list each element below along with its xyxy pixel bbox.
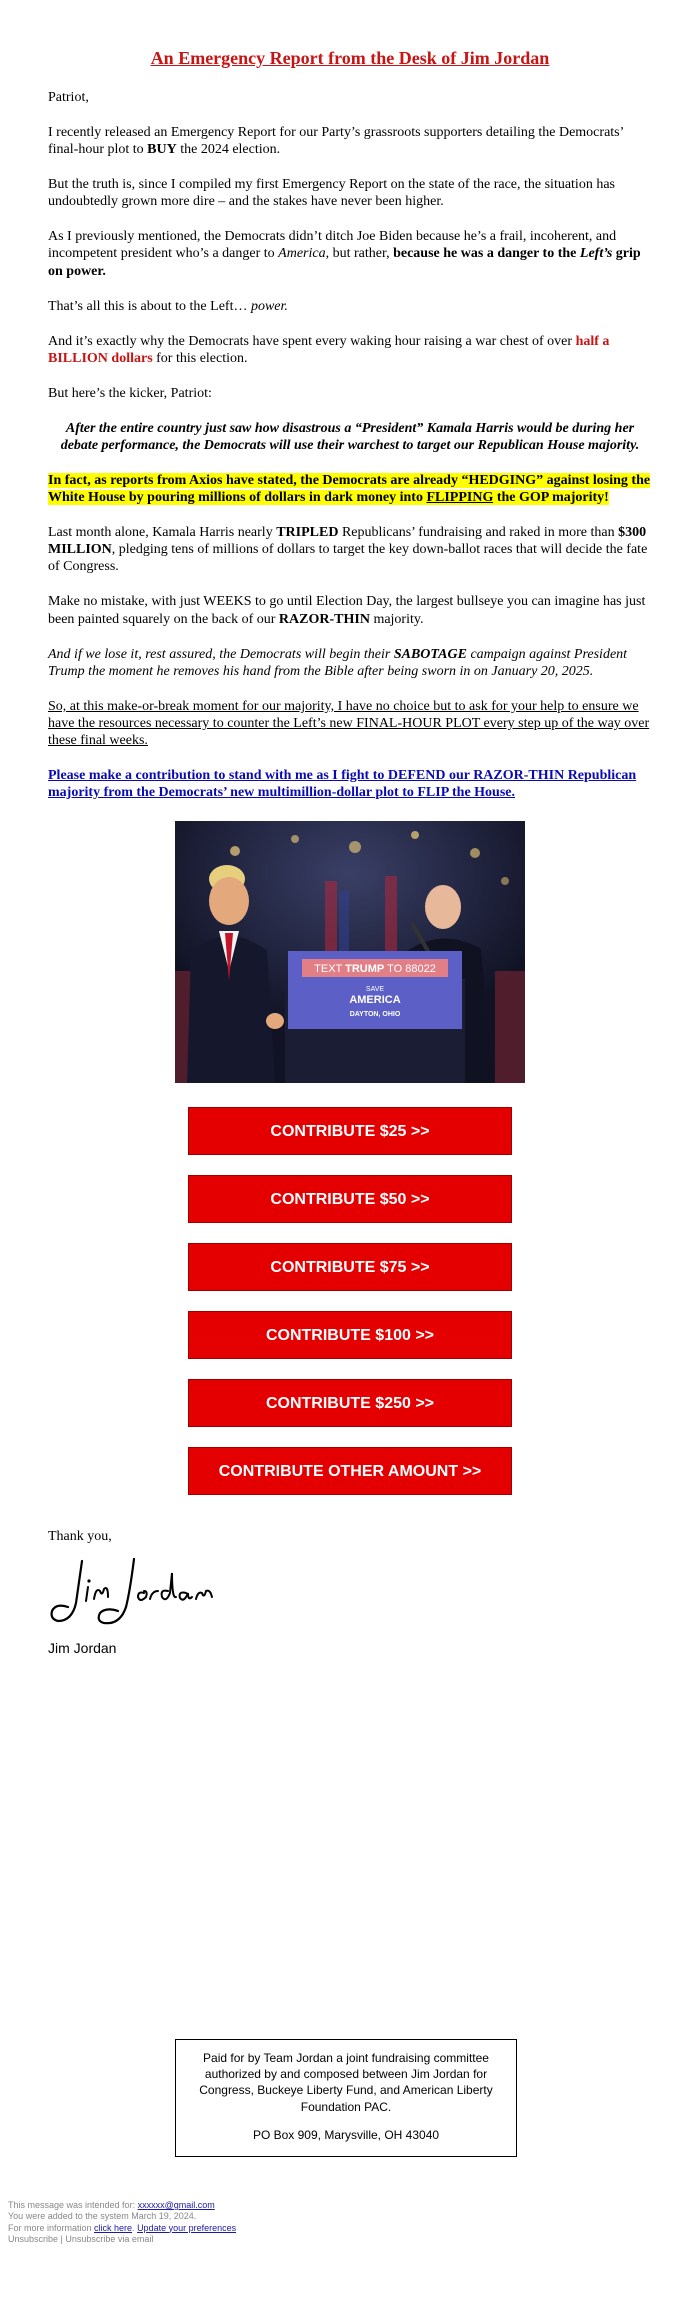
paragraph-11 <box>48 646 652 680</box>
text-highlight: In fact, as reports from Axios have stated, the Democrats are already “HEDGING” against losing the White House by pouring millions of dollars in dark money into <box>48 473 651 506</box>
paragraph-3 <box>48 228 652 279</box>
sign-america: AMERICA <box>349 994 401 1007</box>
unsubscribe-link[interactable]: Unsubscribe <box>8 2233 59 2244</box>
text: campaign against President Trump the moment he removes his hand from the Bible after being sworn in on January 20, 2025. <box>48 646 628 679</box>
text-bold: RAZOR-THIN <box>278 611 370 627</box>
paragraph-7-quote: After the entire country just saw how disastrous a “President” Kamala Harris would be during her debate performance, the Democrats will use their warchest to target our Republican House majority. <box>60 420 640 454</box>
footer-separator: | <box>58 2233 66 2244</box>
contribute-100-button[interactable]: CONTRIBUTE $100 >> <box>188 1311 512 1359</box>
signature <box>48 1551 652 1634</box>
footer-unsubscribe-line <box>8 2234 236 2245</box>
footer-intended-line <box>8 2200 236 2211</box>
text-bold: BUY <box>147 142 177 158</box>
text: grip on power. <box>48 246 641 279</box>
contribute-buttons <box>48 1107 652 1495</box>
signature-image <box>48 1551 218 1629</box>
paragraph-1 <box>48 124 652 158</box>
paragraph-link <box>48 767 652 801</box>
footer-added-line: You were added to the system March 19, 2024. <box>8 2211 197 2222</box>
sign-location: DAYTON, OHIO <box>349 1011 401 1019</box>
text-bold: $300 MILLION <box>48 525 647 558</box>
text: Make no mistake, with just WEEKS to go until Election Day, the largest bullseye you can imagine has just been painted squarely on the back of our <box>48 594 646 627</box>
greeting: Patriot, <box>48 90 89 105</box>
closing-thanks: Thank you, <box>48 1529 112 1545</box>
unsubscribe-email-link[interactable]: Unsubscribe via email <box>65 2233 154 2244</box>
paragraph-5 <box>48 333 652 367</box>
text: Last month alone, Kamala Harris nearly <box>48 525 277 541</box>
paid-for-disclaimer <box>175 2039 517 2157</box>
contribute-other-button[interactable]: CONTRIBUTE OTHER AMOUNT >> <box>188 1447 512 1495</box>
text-italic: America <box>278 246 326 262</box>
email-body <box>48 48 652 1656</box>
sign-text-line: TEXT TRUMP TO 88022 <box>314 963 436 976</box>
footer-more-info-line <box>8 2223 236 2234</box>
text: And if we lose it, rest assured, the Democrats will begin their <box>48 646 394 662</box>
text: for this election. <box>152 350 248 366</box>
text: That’s all this is about to the Left… <box>48 298 251 314</box>
text-highlight: the GOP majority! <box>493 490 609 506</box>
paragraph-6: But here’s the kicker, Patriot: <box>48 385 212 401</box>
click-here-link[interactable]: click here <box>94 2222 133 2233</box>
text-italic: Left’s <box>579 246 613 262</box>
contribute-75-button[interactable]: CONTRIBUTE $75 >> <box>188 1243 512 1291</box>
signer-name: Jim Jordan <box>48 1640 117 1657</box>
email-footer <box>8 2200 236 2245</box>
text-italic: power. <box>250 298 288 314</box>
paragraph-9 <box>48 524 652 575</box>
footer-text: This message was intended for: <box>8 2200 138 2210</box>
page-title: An Emergency Report from the Desk of Jim Jordan <box>150 48 550 68</box>
paragraph-10 <box>48 593 652 627</box>
text: , but rather, <box>325 246 394 262</box>
paragraph-2: But the truth is, since I compiled my first Emergency Report on the state of the race, the situation has undoubtedly grown more dire – and the stakes have never been higher. <box>48 177 615 210</box>
update-preferences-link[interactable]: Update your preferences <box>137 2222 237 2233</box>
mailing-address: PO Box 909, Marysville, OH 43040 <box>252 2127 440 2142</box>
text: As I previously mentioned, the Democrats didn’t ditch Joe Biden because he’s a frail, incoherent, and incompetent president who’s a danger to <box>48 229 617 262</box>
paragraph-4 <box>48 298 652 315</box>
contribute-50-button[interactable]: CONTRIBUTE $50 >> <box>188 1175 512 1223</box>
contribute-25-button[interactable]: CONTRIBUTE $25 >> <box>188 1107 512 1155</box>
footer-text: . <box>132 2222 138 2233</box>
text: And it’s exactly why the Democrats have spent every waking hour raising a war chest of over <box>48 333 576 349</box>
text: because he was a danger to the <box>393 246 580 262</box>
text: the 2024 election. <box>176 142 281 158</box>
footer-text: For more information <box>8 2222 95 2233</box>
text-highlight-underline: FLIPPING <box>426 490 494 506</box>
paid-for-text: Paid for by Team Jordan a joint fundraising committee authorized by and composed between Jim Jordan for Congress, Buckeye Liberty Fund, and American Liberty Foundation PAC. <box>199 2051 493 2114</box>
text: I recently released an Emergency Report for our Party’s grassroots supporters detailing the Democrats’ final-hour plot to <box>48 125 624 158</box>
text: Republicans’ fundraising and raked in more than <box>338 525 619 541</box>
rally-photo <box>175 821 525 1083</box>
paragraph-8-highlight <box>48 472 652 506</box>
recipient-email-link[interactable]: xxxxxx@gmail.com <box>137 2200 215 2210</box>
text-bold: SABOTAGE <box>393 646 467 662</box>
contribute-link[interactable]: Please make a contribution to stand with me as I fight to DEFEND our RAZOR-THIN Republican majority from the Democrats’ new multimillion-dollar plot to FLIP the House. <box>48 768 637 801</box>
text-bold: TRIPLED <box>276 525 339 541</box>
text: , pledging tens of millions of dollars to target the key down-ballot races that will decide the fate of Congress. <box>48 542 648 575</box>
text-red: half a BILLION dollars <box>48 333 610 366</box>
rally-photo-illustration <box>175 821 525 1083</box>
sign-save: SAVE <box>365 986 385 994</box>
contribute-250-button[interactable]: CONTRIBUTE $250 >> <box>188 1379 512 1427</box>
paragraph-12: So, at this make-or-break moment for our majority, I have no choice but to ask for your help to ensure we have the resources necessary to counter the Left’s new FINAL-HOUR PLOT every step up of the way over these final weeks. <box>48 698 650 748</box>
text: majority. <box>369 611 424 627</box>
